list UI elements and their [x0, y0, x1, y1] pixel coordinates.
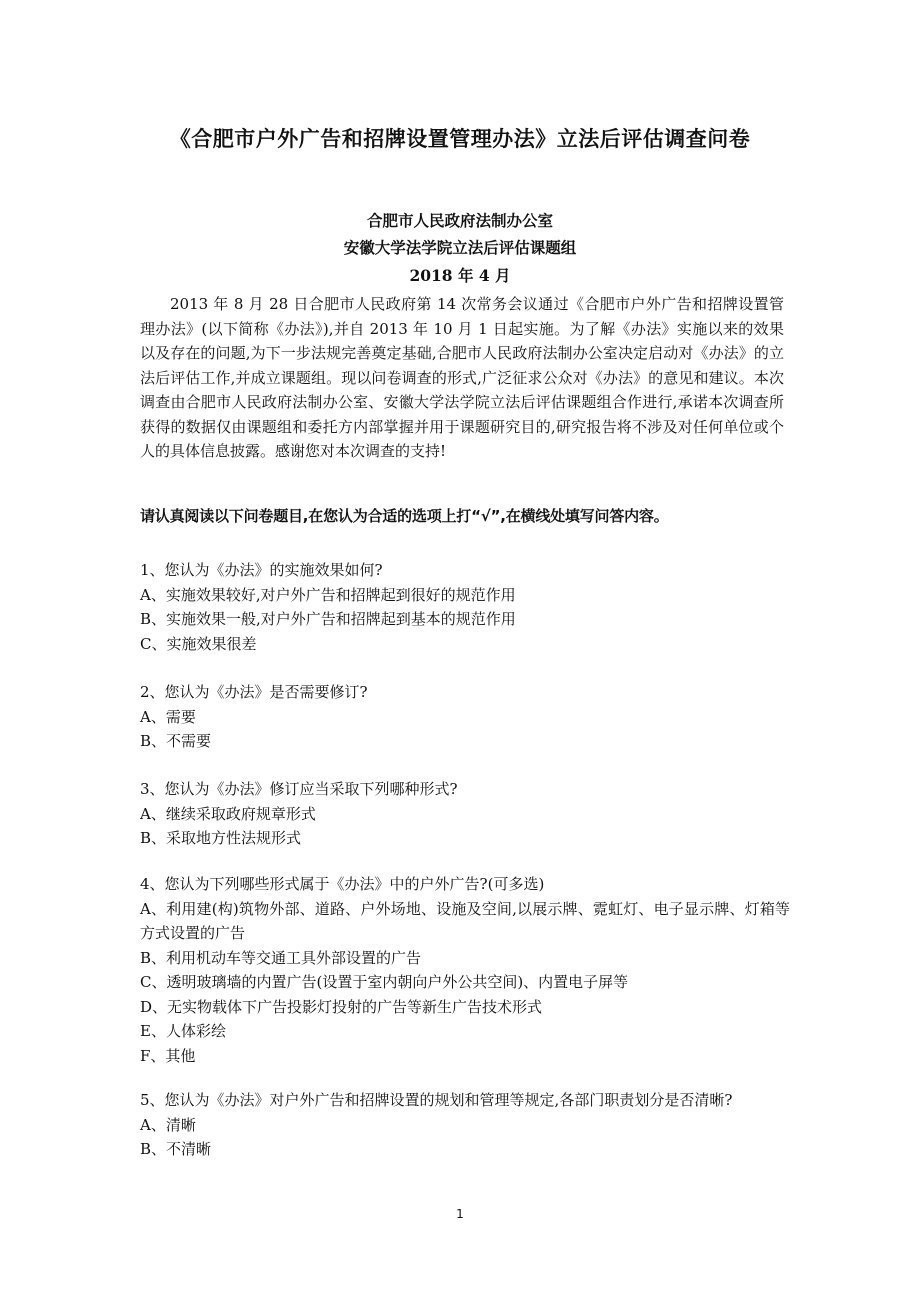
question-1-option-a[interactable]: A、实施效果较好,对户外广告和招牌起到很好的规范作用: [140, 585, 516, 604]
question-2-text: 2、您认为《办法》是否需要修订?: [140, 683, 368, 701]
question-2: [140, 680, 790, 754]
question-2-option-b[interactable]: B、不需要: [140, 732, 212, 750]
question-3: [140, 777, 790, 851]
issuer-research-group: 安徽大学法学院立法后评估课题组: [343, 238, 577, 257]
question-4-option-d[interactable]: D、无实物载体下广告投影灯投射的广告等新生广告技术形式: [140, 997, 543, 1016]
question-4-option-a[interactable]: A、利用建(构)筑物外部、道路、户外场地、设施及空间,以展示牌、霓虹灯、电子显示牌、灯箱等方式设置的广告: [140, 899, 790, 942]
issuer-office: 合肥市人民政府法制办公室: [366, 211, 553, 230]
question-3-option-a[interactable]: A、继续采取政府规章形式: [140, 804, 316, 823]
question-5-option-b[interactable]: B、不清晰: [140, 1140, 212, 1158]
instruction-text: 请认真阅读以下问卷题目,在您认为合适的选项上打“√”,在横线处填写问答内容。: [140, 507, 669, 525]
question-1-option-b[interactable]: B、实施效果一般,对户外广告和招牌起到基本的规范作用: [140, 610, 516, 628]
issue-date: 2018 年 4 月: [409, 266, 511, 285]
question-1-option-c[interactable]: C、实施效果很差: [140, 634, 257, 653]
question-4-option-b[interactable]: B、利用机动车等交通工具外部设置的广告: [140, 948, 422, 967]
question-5-text: 5、您认为《办法》对户外广告和招牌设置的规划和管理等规定,各部门职责划分是否清晰?: [140, 1091, 733, 1109]
page-title: 《合肥市户外广告和招牌设置管理办法》立法后评估调查问卷: [169, 127, 751, 151]
question-3-text: 3、您认为《办法》修订应当采取下列哪种形式?: [140, 780, 458, 798]
question-5-option-a[interactable]: A、清晰: [140, 1115, 196, 1134]
question-3-option-b[interactable]: B、采取地方性法规形式: [140, 829, 302, 847]
question-4-option-f[interactable]: F、其他: [140, 1046, 196, 1065]
question-1-text: 1、您认为《办法》的实施效果如何?: [140, 561, 383, 579]
question-2-option-a[interactable]: A、需要: [140, 707, 196, 726]
question-4-option-c[interactable]: C、透明玻璃墙的内置广告(设置于室内朝向户外公共空间)、内置电子屏等: [140, 973, 629, 991]
question-1: [140, 558, 790, 656]
question-5: [140, 1088, 790, 1162]
question-4: [140, 872, 790, 1068]
page-number: 1: [456, 1207, 464, 1221]
question-4-text: 4、您认为下列哪些形式属于《办法》中的户外广告?(可多选): [140, 875, 545, 893]
question-4-option-e[interactable]: E、人体彩绘: [140, 1022, 226, 1040]
intro-paragraph: 2013 年 8 月 28 日合肥市人民政府第 14 次常务会议通过《合肥市户外广告和招牌设置管理办法》(以下简称《办法》),并自 2013 年 10 月 1 日起实施。为了解《办法》实施以来的效果以及存在的问题,为下一步法规完善奠定基础,合肥市人民政府法制办公室决定启动对《办法》的立法后评估工作,并成立课题组。现以问卷调查的形式,广泛征求公众对《办法》的意见和建议。本次调查由合肥市人民政府法制办公室、安徽大学法学院立法后评估课题组合作进行,承诺本次调查所获得的数据仅由课题组和委托方内部掌握并用于课题研究目的,研究报告将不涉及对任何单位或个人的具体信息披露。感谢您对本次调查的支持!: [140, 295, 784, 460]
